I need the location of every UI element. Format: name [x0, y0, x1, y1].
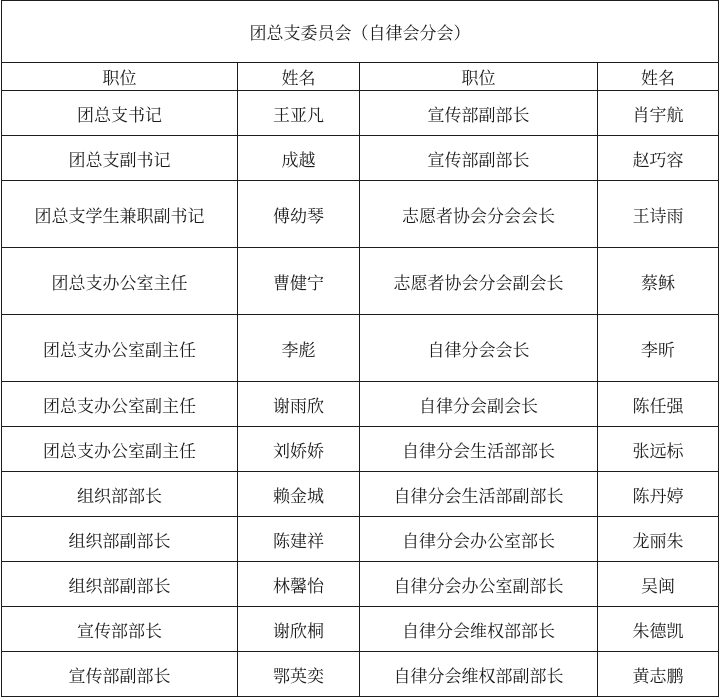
header-name-1: 姓名: [238, 63, 360, 91]
position-cell: 宣传部部长: [2, 607, 238, 652]
name-cell: 傅幼琴: [238, 181, 360, 248]
position-cell: 团总支办公室副主任: [2, 427, 238, 472]
position-cell: 自律分会办公室副部长: [360, 562, 598, 607]
table-title: 团总支委员会（自律会分会）: [2, 1, 719, 63]
position-cell: 自律分会副会长: [360, 382, 598, 427]
name-cell: 张远标: [598, 427, 719, 472]
name-cell: 赖金城: [238, 472, 360, 517]
name-cell: 谢欣桐: [238, 607, 360, 652]
header-row: [2, 63, 719, 91]
name-cell: 王亚凡: [238, 91, 360, 136]
table-row: [2, 248, 719, 315]
position-cell: 团总支办公室副主任: [2, 382, 238, 427]
name-cell: 李彪: [238, 315, 360, 382]
table-row: [2, 562, 719, 607]
name-cell: 朱德凯: [598, 607, 719, 652]
name-cell: 陈丹婷: [598, 472, 719, 517]
table-row: [2, 136, 719, 181]
position-cell: 宣传部副部长: [360, 136, 598, 181]
position-cell: 团总支副书记: [2, 136, 238, 181]
table-row: [2, 472, 719, 517]
position-cell: 组织部部长: [2, 472, 238, 517]
table-row: [2, 427, 719, 472]
position-cell: 自律分会会长: [360, 315, 598, 382]
name-cell: 曹健宁: [238, 248, 360, 315]
name-cell: 林馨怡: [238, 562, 360, 607]
position-cell: 自律分会生活部部长: [360, 427, 598, 472]
name-cell: 成越: [238, 136, 360, 181]
name-cell: 刘娇娇: [238, 427, 360, 472]
position-cell: 组织部副部长: [2, 517, 238, 562]
position-cell: 志愿者协会分会会长: [360, 181, 598, 248]
title-row: [2, 1, 719, 63]
name-cell: 肖宇航: [598, 91, 719, 136]
table-row: [2, 652, 719, 697]
position-cell: 自律分会办公室部长: [360, 517, 598, 562]
position-cell: 自律分会维权部副部长: [360, 652, 598, 697]
name-cell: 赵巧容: [598, 136, 719, 181]
header-position-2: 职位: [360, 63, 598, 91]
table-row: [2, 607, 719, 652]
position-cell: 宣传部副部长: [360, 91, 598, 136]
table-row: [2, 382, 719, 427]
position-cell: 自律分会生活部副部长: [360, 472, 598, 517]
name-cell: 鄂英奕: [238, 652, 360, 697]
position-cell: 组织部副部长: [2, 562, 238, 607]
name-cell: 谢雨欣: [238, 382, 360, 427]
table-row: [2, 517, 719, 562]
header-position-1: 职位: [2, 63, 238, 91]
table-row: [2, 315, 719, 382]
name-cell: 吴闽: [598, 562, 719, 607]
header-name-2: 姓名: [598, 63, 719, 91]
name-cell: 陈建祥: [238, 517, 360, 562]
position-cell: 团总支办公室主任: [2, 248, 238, 315]
committee-roster-table: [1, 0, 719, 697]
name-cell: 王诗雨: [598, 181, 719, 248]
name-cell: 蔡稣: [598, 248, 719, 315]
name-cell: 龙丽朱: [598, 517, 719, 562]
position-cell: 团总支书记: [2, 91, 238, 136]
position-cell: 宣传部副部长: [2, 652, 238, 697]
position-cell: 团总支学生兼职副书记: [2, 181, 238, 248]
position-cell: 自律分会维权部部长: [360, 607, 598, 652]
name-cell: 陈任强: [598, 382, 719, 427]
name-cell: 李昕: [598, 315, 719, 382]
position-cell: 团总支办公室副主任: [2, 315, 238, 382]
table-row: [2, 91, 719, 136]
position-cell: 志愿者协会分会副会长: [360, 248, 598, 315]
table-row: [2, 181, 719, 248]
name-cell: 黄志鹏: [598, 652, 719, 697]
